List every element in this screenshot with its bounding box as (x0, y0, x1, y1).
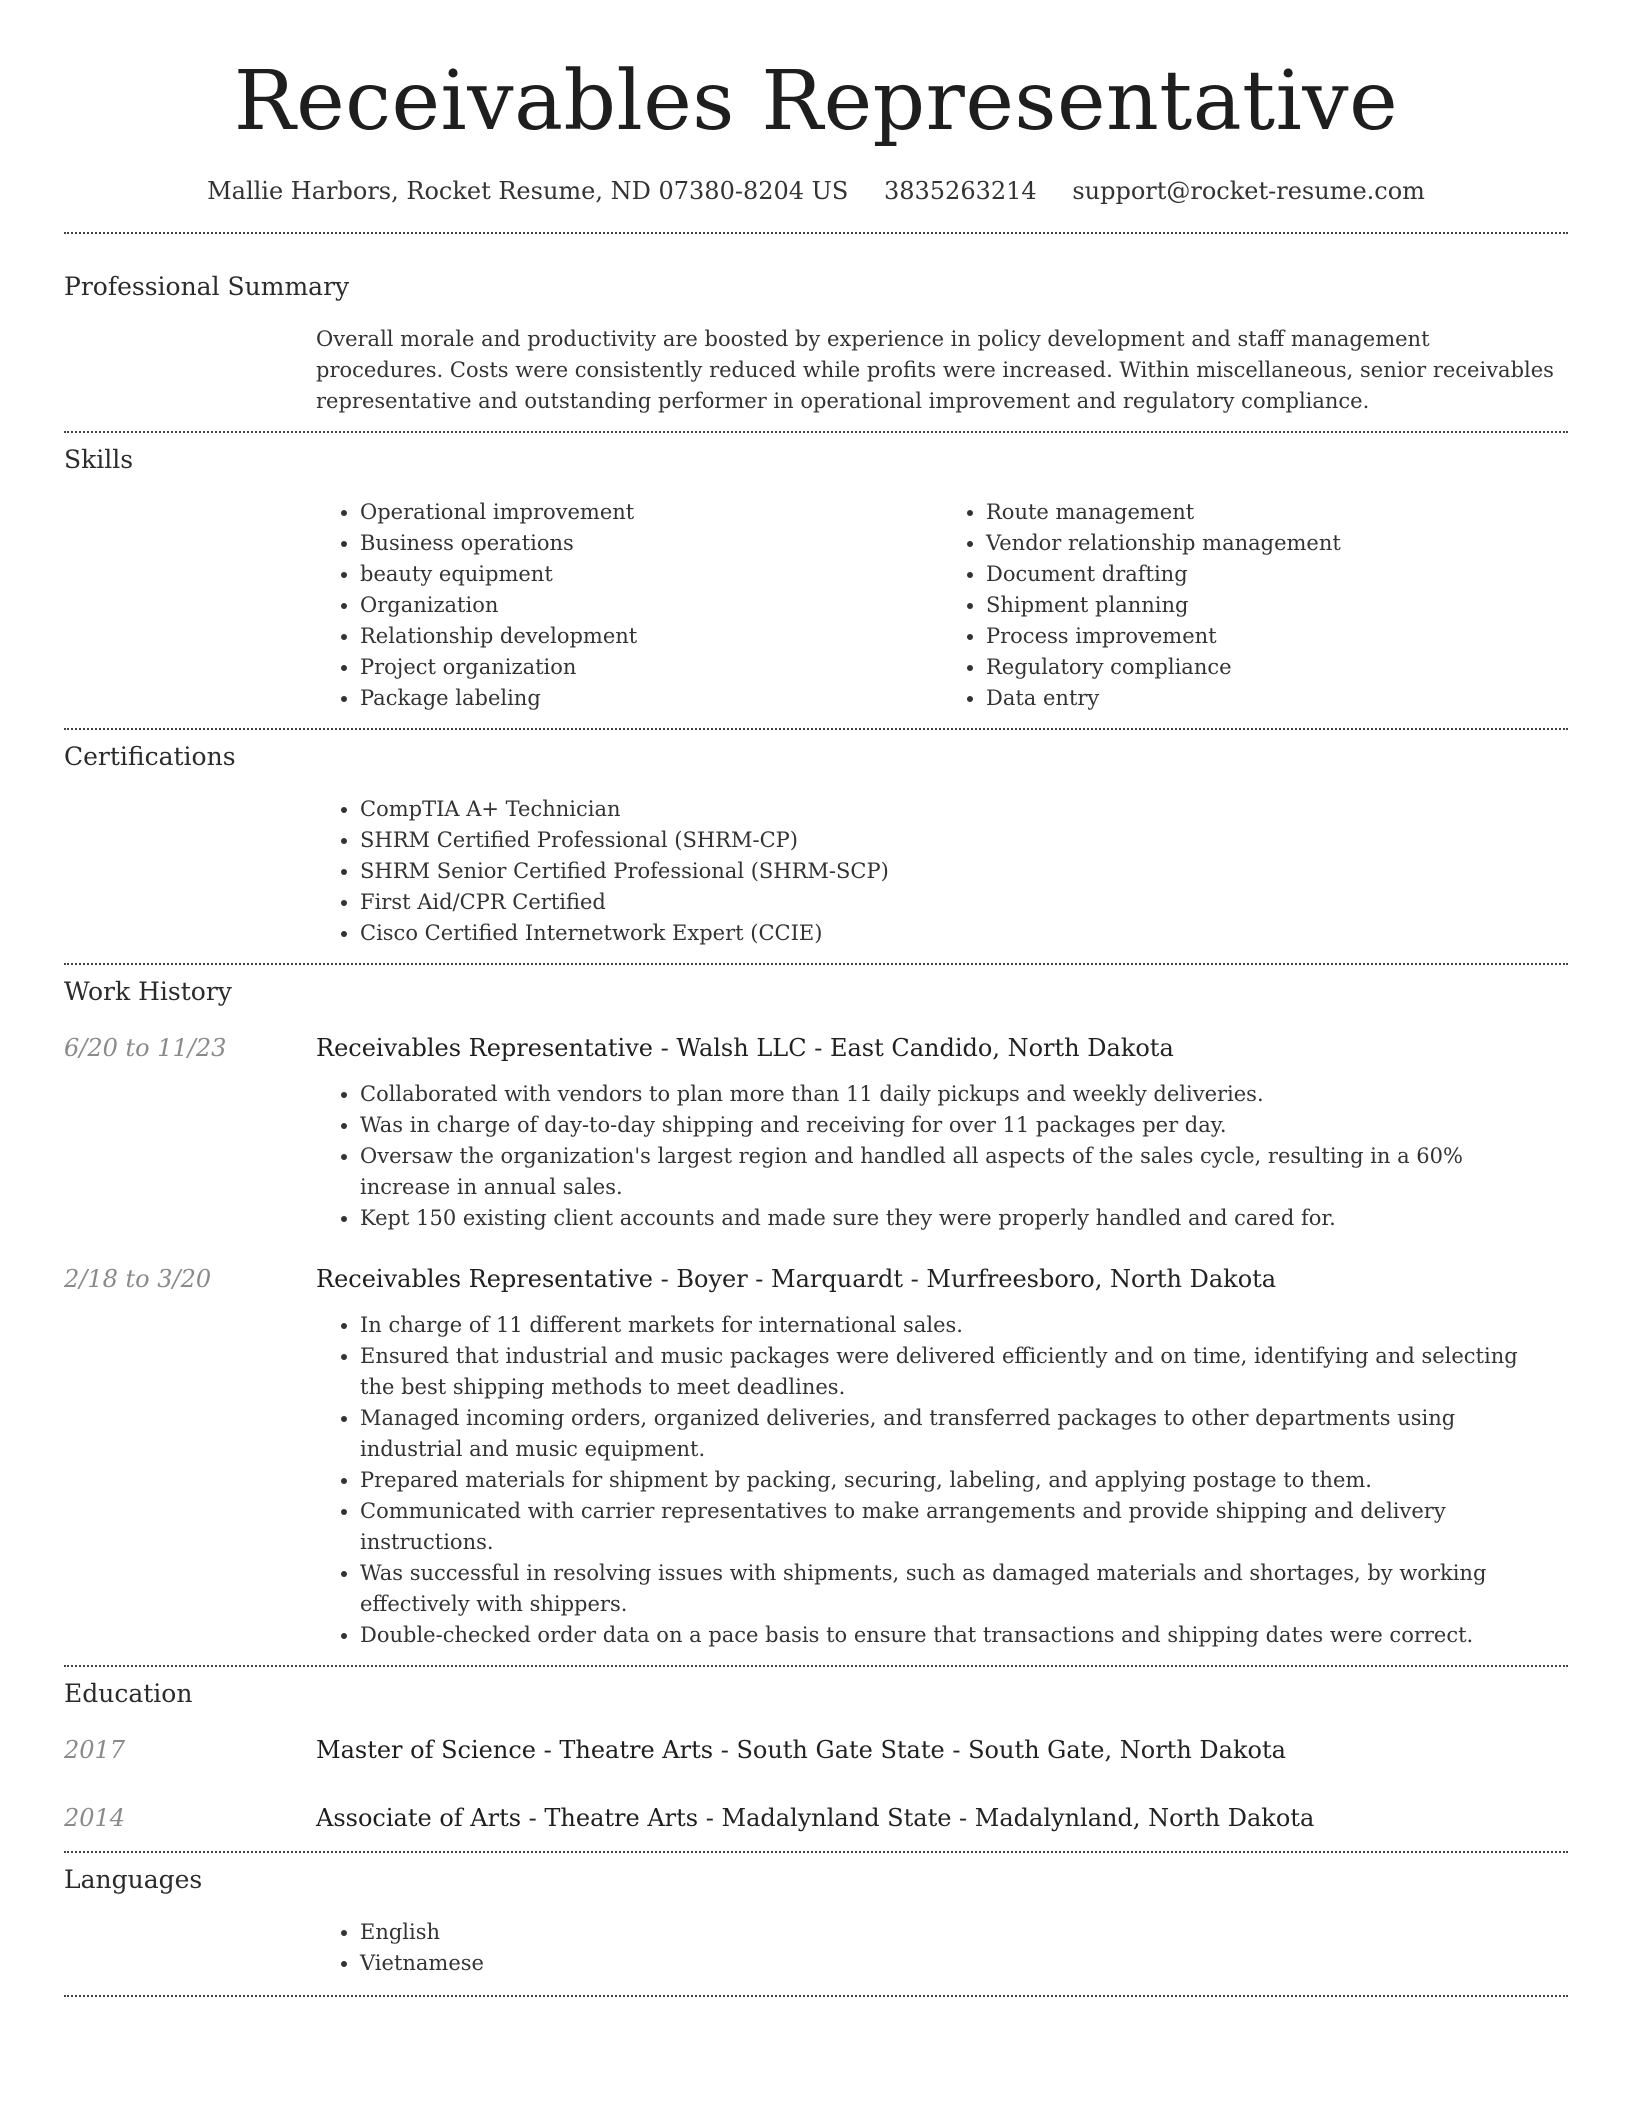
education-entry (64, 1801, 1568, 1835)
certifications-list (316, 794, 1568, 949)
contact-email: support@rocket-resume.com (1072, 177, 1425, 205)
job-bullet: • Was successful in resolving issues with shipments, such as damaged materials and shortages, by working effectively with shippers. (360, 1558, 1548, 1620)
education-heading-line: Master of Science - Theatre Arts - South Gate State - South Gate, North Dakota (316, 1736, 1286, 1764)
job-bullet: • Double-checked order data on a pace basis to ensure that transactions and shipping dates were correct. (360, 1620, 1548, 1651)
job-bullet: • Was in charge of day-to-day shipping and receiving for over 11 packages per day. (360, 1110, 1548, 1141)
job-company: Boyer - Marquardt (676, 1265, 904, 1293)
job-role: Receivables Representative (316, 1034, 653, 1062)
skill-item: • Document drafting (986, 559, 1568, 590)
language-item: • Vietnamese (360, 1948, 1568, 1979)
skills-column-right (942, 497, 1568, 714)
education-heading-line: Associate of Arts - Theatre Arts - Madalynland State - Madalynland, North Dakota (316, 1804, 1315, 1832)
skill-item: • Organization (360, 590, 942, 621)
education-degree: Master of Science (316, 1736, 536, 1764)
section-divider (64, 1995, 1568, 1997)
skill-item: • Shipment planning (986, 590, 1568, 621)
language-item: • English (360, 1917, 1568, 1948)
certifications-heading: Certifications (64, 742, 236, 771)
job-bullet: • Collaborated with vendors to plan more than 11 daily pickups and weekly deliveries. (360, 1079, 1548, 1110)
skills-list (316, 497, 1568, 714)
skills-column-left (316, 497, 942, 714)
job-bullets (316, 1079, 1568, 1234)
skills-heading: Skills (64, 445, 134, 474)
job-heading: Receivables Representative - Boyer - Marquardt - Murfreesboro, North Dakota (316, 1265, 1277, 1293)
education-location: Madalynland, North Dakota (974, 1804, 1315, 1832)
summary-heading: Professional Summary (64, 272, 350, 301)
skill-item: • Data entry (986, 683, 1568, 714)
job-dates: 6/20 to 11/23 (64, 1034, 227, 1062)
skill-item: • Relationship development (360, 621, 942, 652)
contact-address: Mallie Harbors, Rocket Resume, ND 07380-8204 US (207, 177, 849, 205)
education-degree: Associate of Arts (316, 1804, 522, 1832)
skill-item: • Vendor relationship management (986, 528, 1568, 559)
education-section (64, 1667, 1568, 1835)
job-entry (64, 1262, 1568, 1296)
languages-list (316, 1917, 1568, 1979)
languages-section (64, 1853, 1568, 1979)
skill-item: • Operational improvement (360, 497, 942, 528)
certification-item: • SHRM Senior Certified Professional (SHRM-SCP) (360, 856, 1568, 887)
skill-item: • Business operations (360, 528, 942, 559)
job-bullet: • Oversaw the organization's largest region and handled all aspects of the sales cycle, resulting in a 60% increase in annual sales. (360, 1141, 1548, 1203)
job-bullet: • Kept 150 existing client accounts and made sure they were properly handled and cared for. (360, 1203, 1548, 1234)
certification-item: • SHRM Certified Professional (SHRM-CP) (360, 825, 1568, 856)
certification-item: • CompTIA A+ Technician (360, 794, 1568, 825)
skill-item: • Route management (986, 497, 1568, 528)
certification-item: • First Aid/CPR Certified (360, 887, 1568, 918)
education-field: Theatre Arts (544, 1804, 699, 1832)
job-heading: Receivables Representative - Walsh LLC - East Candido, North Dakota (316, 1034, 1174, 1062)
contact-line (64, 174, 1568, 208)
job-company: Walsh LLC (676, 1034, 807, 1062)
skill-item: • Project organization (360, 652, 942, 683)
education-location: South Gate, North Dakota (968, 1736, 1286, 1764)
work-history-heading: Work History (64, 977, 232, 1006)
job-bullets (316, 1310, 1568, 1651)
certifications-section (64, 730, 1568, 949)
skills-section (64, 433, 1568, 714)
skill-item: • Regulatory compliance (986, 652, 1568, 683)
job-bullet: • Managed incoming orders, organized deliveries, and transferred packages to other departments using industrial and music equipment. (360, 1403, 1548, 1465)
education-year: 2017 (64, 1736, 126, 1764)
skill-item: • Package labeling (360, 683, 942, 714)
job-bullet: • Communicated with carrier representatives to make arrangements and provide shipping and delivery instructions. (360, 1496, 1548, 1558)
resume-title: Receivables Representative (233, 54, 1399, 149)
education-heading: Education (64, 1679, 193, 1708)
job-bullet: • In charge of 11 different markets for international sales. (360, 1310, 1548, 1341)
contact-phone: 3835263214 (883, 177, 1037, 205)
skill-item: • beauty equipment (360, 559, 942, 590)
summary-text: Overall morale and productivity are boosted by experience in policy development and staff management procedures. Costs were consistently reduced while profits were increased. Within miscellaneous, senior receivables representative and outstanding performer in operational improvement and regulatory compliance. (316, 327, 1554, 413)
job-location: Murfreesboro, North Dakota (926, 1265, 1277, 1293)
job-bullet: • Prepared materials for shipment by packing, securing, labeling, and applying postage to them. (360, 1465, 1548, 1496)
job-location: East Candido, North Dakota (829, 1034, 1174, 1062)
education-school: South Gate State (736, 1736, 945, 1764)
education-entry (64, 1733, 1568, 1767)
education-field: Theatre Arts (559, 1736, 714, 1764)
education-school: Madalynland State (721, 1804, 952, 1832)
job-dates: 2/18 to 3/20 (64, 1265, 212, 1293)
languages-heading: Languages (64, 1865, 203, 1894)
job-entry (64, 1031, 1568, 1065)
job-role: Receivables Representative (316, 1265, 653, 1293)
summary-section (64, 234, 1568, 417)
job-bullet: • Ensured that industrial and music packages were delivered efficiently and on time, identifying and selecting the best shipping methods to meet deadlines. (360, 1341, 1548, 1403)
certification-item: • Cisco Certified Internetwork Expert (CCIE) (360, 918, 1568, 949)
resume-page (64, 0, 1568, 1997)
skill-item: • Process improvement (986, 621, 1568, 652)
education-year: 2014 (64, 1804, 126, 1832)
work-history-section (64, 965, 1568, 1651)
